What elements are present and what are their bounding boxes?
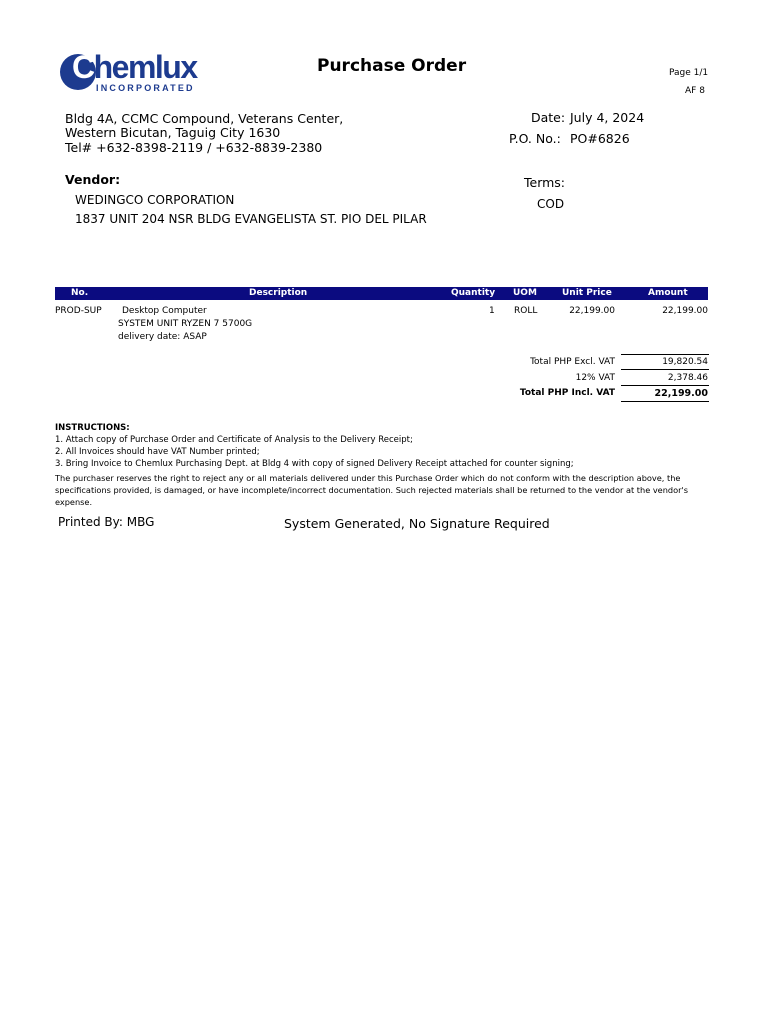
terms-value: COD bbox=[537, 197, 565, 211]
vat-value: 2,378.46 bbox=[667, 373, 708, 383]
form-code: AF 8 bbox=[685, 86, 705, 96]
page-number: Page 1/1 bbox=[669, 68, 709, 78]
rejection-notice-line2: specifications provided, is damaged, or have incomplete/incorrect documentation. Such rejected materials shall be returned to the vendor at the vendor's bbox=[55, 485, 688, 495]
date-label: Date: bbox=[531, 110, 566, 125]
column-header-no: No. bbox=[71, 288, 89, 298]
company-address-line2: Western Bicutan, Taguig City 1630 bbox=[65, 125, 281, 140]
totals-bottom-rule bbox=[621, 401, 709, 402]
instructions-heading: INSTRUCTIONS: bbox=[55, 423, 130, 433]
total-incl-vat-value: 22,199.00 bbox=[654, 388, 708, 399]
instruction-item: 1. Attach copy of Purchase Order and Certificate of Analysis to the Delivery Receipt; bbox=[55, 435, 413, 445]
po-value: PO#6826 bbox=[570, 131, 630, 146]
column-header-unit-price: Unit Price bbox=[562, 288, 612, 298]
vendor-name: WEDINGCO CORPORATION bbox=[75, 193, 235, 207]
row-quantity: 1 bbox=[489, 306, 495, 316]
total-excl-vat-label: Total PHP Excl. VAT bbox=[530, 357, 615, 367]
company-address-line1: Bldg 4A, CCMC Compound, Veterans Center, bbox=[65, 111, 344, 126]
rejection-notice-line3: expense. bbox=[55, 497, 93, 507]
instruction-item: 3. Bring Invoice to Chemlux Purchasing Dept. at Bldg 4 with copy of signed Delivery Receipt attached for counter signing; bbox=[55, 459, 574, 469]
logo-brand: Chemlux bbox=[72, 49, 197, 85]
po-label: P.O. No.: bbox=[509, 131, 561, 146]
company-logo bbox=[58, 49, 208, 96]
column-header-uom: UOM bbox=[513, 288, 537, 298]
total-incl-vat-label: Total PHP Incl. VAT bbox=[519, 388, 615, 398]
column-header-amount: Amount bbox=[648, 288, 688, 298]
row-amount: 22,199.00 bbox=[662, 306, 708, 316]
signature-note: System Generated, No Signature Required bbox=[284, 516, 550, 531]
row-description-line1: Desktop Computer bbox=[122, 306, 207, 316]
column-header-description: Description bbox=[249, 288, 308, 298]
totals-sum-rule bbox=[621, 385, 709, 386]
row-description-line2: SYSTEM UNIT RYZEN 7 5700G bbox=[118, 319, 253, 329]
vat-label: 12% VAT bbox=[575, 373, 615, 383]
vendor-address: 1837 UNIT 204 NSR BLDG EVANGELISTA ST. PIO DEL PILAR bbox=[75, 212, 427, 226]
printed-by: Printed By: MBG bbox=[58, 515, 155, 529]
company-tel: Tel# +632-8398-2119 / +632-8839-2380 bbox=[65, 140, 323, 155]
table-header bbox=[55, 287, 708, 300]
instruction-item: 2. All Invoices should have VAT Number printed; bbox=[55, 447, 260, 457]
row-unit-price: 22,199.00 bbox=[569, 306, 615, 316]
row-uom: ROLL bbox=[514, 306, 538, 316]
totals-mid-rule bbox=[621, 369, 709, 370]
logo-subtitle: INCORPORATED bbox=[96, 83, 195, 93]
terms-label: Terms: bbox=[524, 175, 566, 190]
totals-top-rule bbox=[621, 354, 709, 355]
column-header-quantity: Quantity bbox=[451, 288, 496, 298]
total-excl-vat-value: 19,820.54 bbox=[662, 357, 708, 367]
date-value: July 4, 2024 bbox=[570, 110, 645, 125]
vendor-label: Vendor: bbox=[65, 172, 121, 187]
document-title: Purchase Order bbox=[317, 56, 467, 76]
row-description-line3: delivery date: ASAP bbox=[118, 332, 207, 342]
row-item-no: PROD-SUP bbox=[55, 306, 102, 316]
rejection-notice-line1: The purchaser reserves the right to reject any or all materials delivered under this Purchase Order which do not conform with the description above, the bbox=[55, 473, 681, 483]
